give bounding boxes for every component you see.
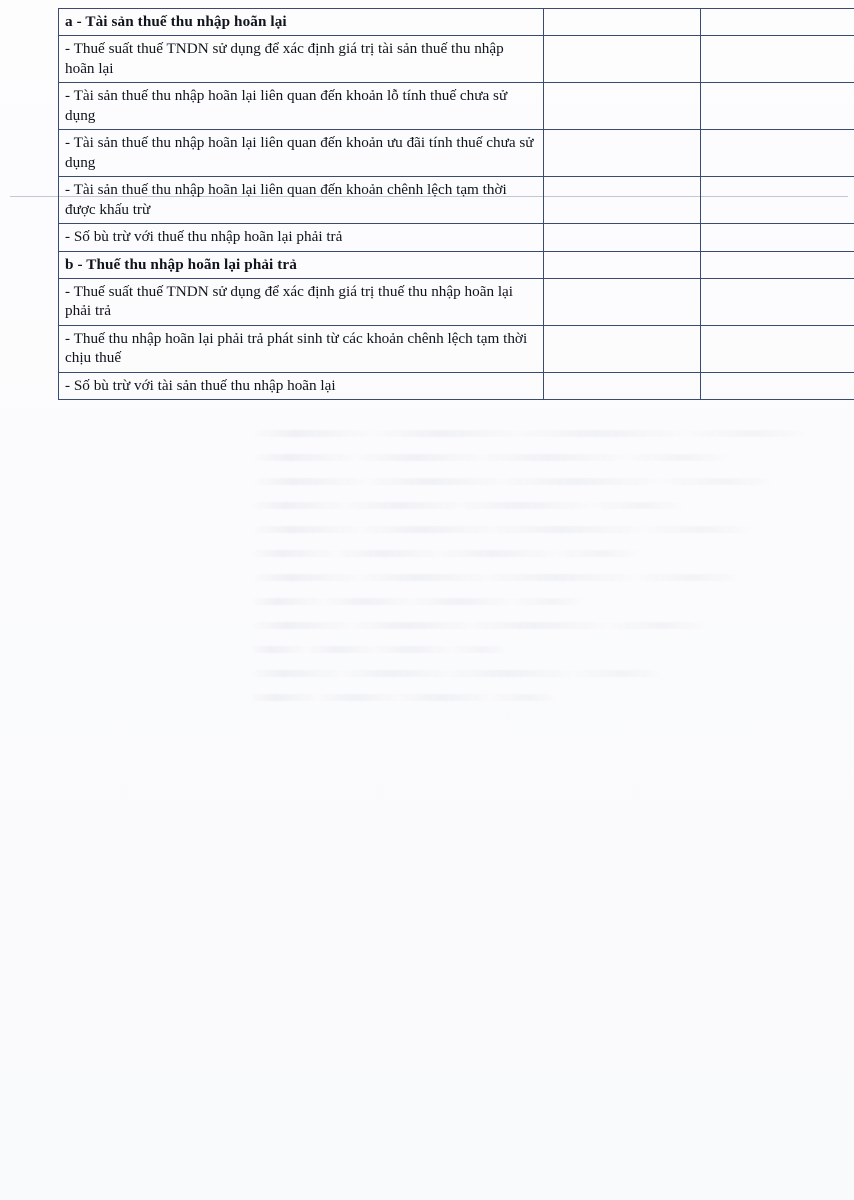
- row-label: b - Thuế thu nhập hoãn lại phải trả: [59, 251, 544, 278]
- table-row: [59, 325, 854, 372]
- row-value-a: [544, 83, 701, 130]
- row-label: - Thuế suất thuế TNDN sử dụng để xác định giá trị tài sản thuế thu nhập hoãn lại: [59, 36, 544, 83]
- table-row: [59, 130, 854, 177]
- row-label: - Tài sản thuế thu nhập hoãn lại liên quan đến khoản chênh lệch tạm thời được khấu trừ: [59, 177, 544, 224]
- row-value-b: [701, 278, 854, 325]
- row-value-b: [701, 130, 854, 177]
- row-value-b: [701, 177, 854, 224]
- row-label: - Thuế suất thuế TNDN sử dụng để xác định giá trị thuế thu nhập hoãn lại phải trả: [59, 278, 544, 325]
- table-row: [59, 372, 854, 399]
- row-value-a: [544, 372, 701, 399]
- table-body: [59, 9, 854, 400]
- table-row: [59, 177, 854, 224]
- row-value-a: [544, 278, 701, 325]
- row-value-b: [701, 251, 854, 278]
- row-value-a: [544, 251, 701, 278]
- row-value-b: [701, 224, 854, 251]
- row-value-b: [701, 372, 854, 399]
- row-value-b: [701, 83, 854, 130]
- row-value-a: [544, 224, 701, 251]
- row-value-a: [544, 325, 701, 372]
- table-row: [59, 36, 854, 83]
- row-label: - Tài sản thuế thu nhập hoãn lại liên quan đến khoản ưu đãi tính thuế chưa sử dụng: [59, 130, 544, 177]
- table-row: [59, 9, 854, 36]
- row-label: - Số bù trừ với tài sản thuế thu nhập hoãn lại: [59, 372, 544, 399]
- row-value-b: [701, 9, 854, 36]
- show-through-text-ghost: [250, 430, 810, 750]
- row-label: - Tài sản thuế thu nhập hoãn lại liên quan đến khoản lỗ tính thuế chưa sử dụng: [59, 83, 544, 130]
- row-value-a: [544, 130, 701, 177]
- row-value-a: [544, 177, 701, 224]
- row-value-a: [544, 36, 701, 83]
- row-label: - Thuế thu nhập hoãn lại phải trả phát sinh từ các khoản chênh lệch tạm thời chịu thuế: [59, 325, 544, 372]
- table-row: [59, 251, 854, 278]
- row-value-b: [701, 325, 854, 372]
- row-label: a - Tài sản thuế thu nhập hoãn lại: [59, 9, 544, 36]
- table-row: [59, 224, 854, 251]
- row-value-b: [701, 36, 854, 83]
- deferred-tax-table: [58, 8, 854, 400]
- row-value-a: [544, 9, 701, 36]
- table-row: [59, 278, 854, 325]
- row-label: - Số bù trừ với thuế thu nhập hoãn lại phải trả: [59, 224, 544, 251]
- table-row: [59, 83, 854, 130]
